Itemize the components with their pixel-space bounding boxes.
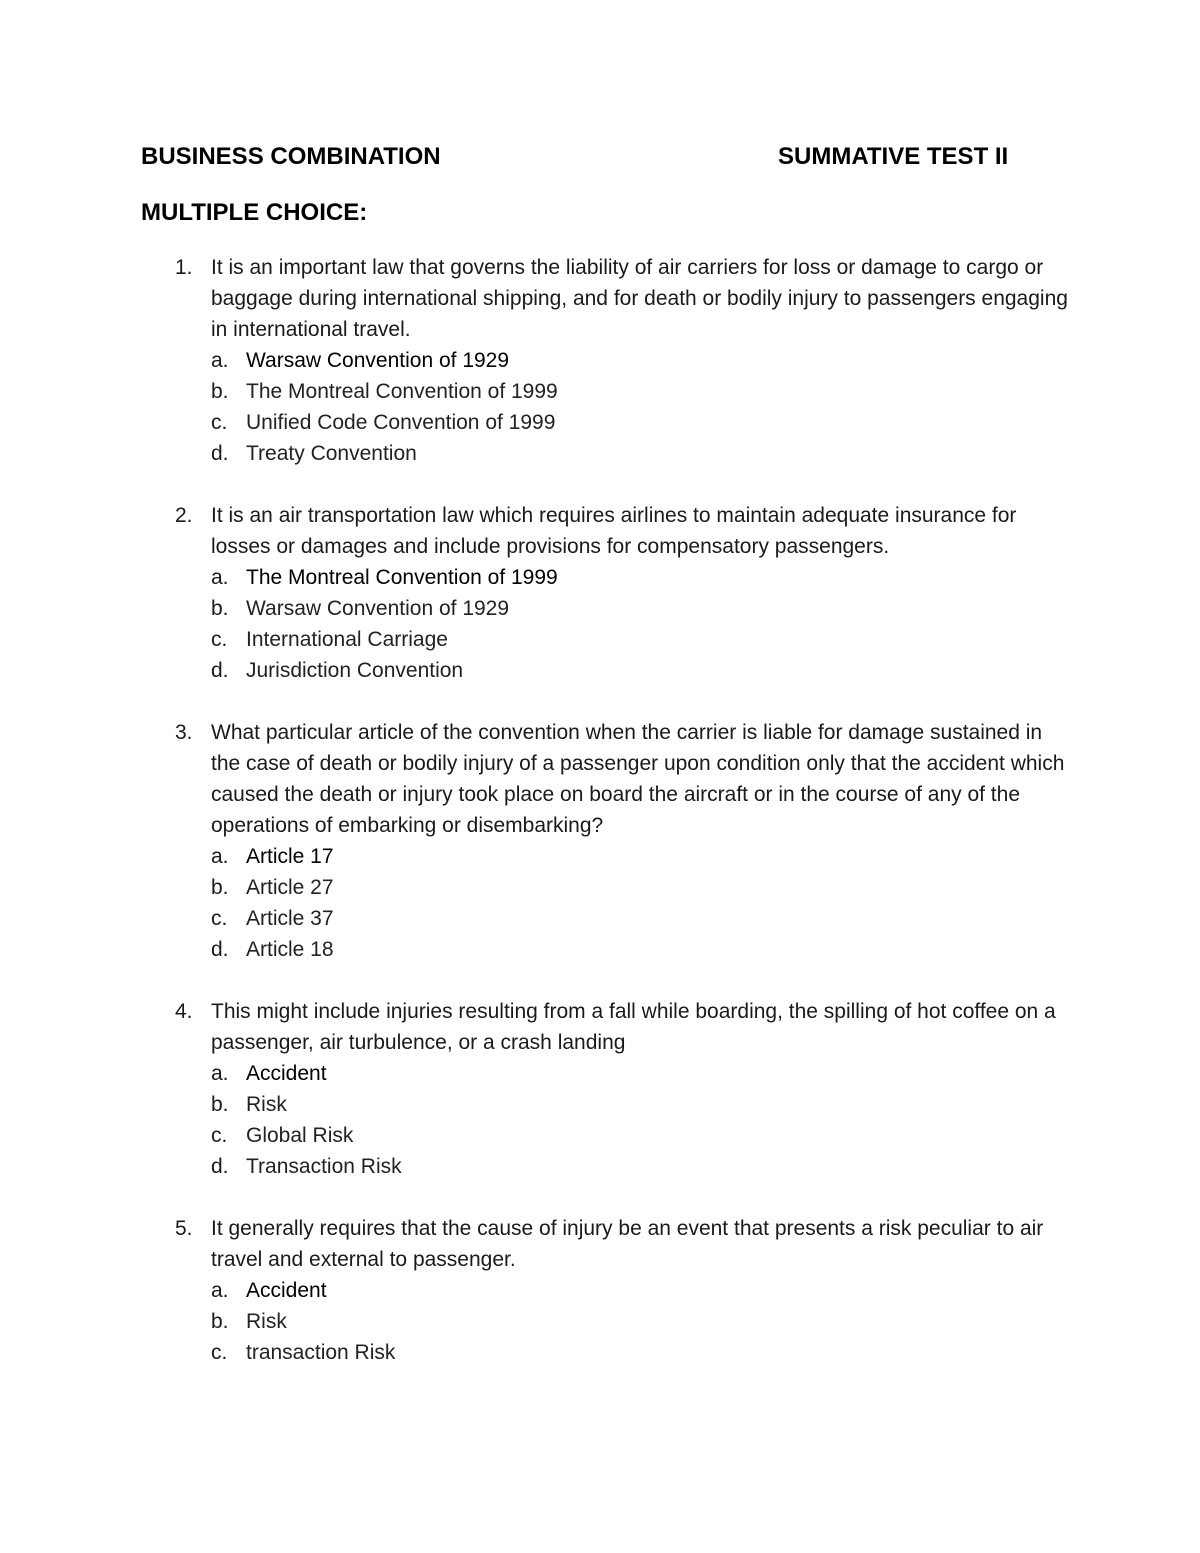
- choice-text: The Montreal Convention of 1999: [246, 566, 558, 589]
- choice-text: Article 17: [246, 845, 334, 868]
- choice-list: [211, 1058, 1070, 1182]
- choice-letter: c.: [211, 1124, 228, 1147]
- choice-text: Accident: [246, 1062, 327, 1085]
- choice-letter: d.: [211, 442, 229, 465]
- answer-choice: [211, 407, 1070, 438]
- choice-text: Risk: [246, 1093, 287, 1116]
- question-text: This might include injuries resulting from a fall while boarding, the spilling of hot coffee on a passenger, air turbulence, or a crash landing: [211, 1000, 1056, 1054]
- choice-text: Article 37: [246, 907, 334, 930]
- choice-text: Article 18: [246, 938, 334, 961]
- choice-letter: c.: [211, 907, 228, 930]
- choice-letter: c.: [211, 411, 228, 434]
- question-text: It is an air transportation law which requires airlines to maintain adequate insurance for losses or damages and include provisions for compensatory passengers.: [211, 504, 1017, 558]
- question-number: 2.: [175, 504, 193, 527]
- choice-text: Treaty Convention: [246, 442, 417, 465]
- choice-letter: b.: [211, 597, 229, 620]
- choice-text: Unified Code Convention of 1999: [246, 411, 556, 434]
- choice-letter: b.: [211, 1310, 229, 1333]
- choice-letter: d.: [211, 659, 229, 682]
- question-item: [0, 717, 1200, 965]
- choice-text: Warsaw Convention of 1929: [246, 349, 510, 372]
- choice-letter: d.: [211, 938, 229, 961]
- answer-choice: [211, 934, 1070, 965]
- section-title: MULTIPLE CHOICE:: [141, 199, 368, 226]
- answer-choice: [211, 345, 1070, 376]
- answer-choice: [211, 1306, 1070, 1337]
- question-item: [0, 996, 1200, 1182]
- choice-letter: a.: [211, 845, 229, 868]
- answer-choice: [211, 872, 1070, 903]
- document-header: [141, 143, 1041, 175]
- choice-letter: a.: [211, 566, 229, 589]
- answer-choice: [211, 655, 1070, 686]
- question-number: 1.: [175, 256, 193, 279]
- choice-list: [211, 345, 1070, 469]
- question-number: 3.: [175, 721, 193, 744]
- choice-text: Article 27: [246, 876, 334, 899]
- answer-choice: [211, 624, 1070, 655]
- question-text: What particular article of the convention when the carrier is liable for damage sustained in the case of death or bodily injury of a passenger upon condition only that the accident which caused the death or injury took place on board the aircraft or in the course of any of the operations of embarking or disembarking?: [211, 721, 1065, 837]
- test-title: SUMMATIVE TEST II: [778, 143, 1009, 170]
- question-item: [0, 1213, 1200, 1368]
- choice-letter: b.: [211, 380, 229, 403]
- answer-choice: [211, 593, 1070, 624]
- answer-choice: [211, 562, 1070, 593]
- choice-text: Warsaw Convention of 1929: [246, 597, 510, 620]
- question-number: 4.: [175, 1000, 193, 1023]
- choice-text: Risk: [246, 1310, 287, 1333]
- answer-choice: [211, 1058, 1070, 1089]
- choice-list: [211, 841, 1070, 965]
- choice-text: transaction Risk: [246, 1341, 396, 1364]
- choice-letter: b.: [211, 876, 229, 899]
- choice-letter: a.: [211, 1062, 229, 1085]
- answer-choice: [211, 1337, 1070, 1368]
- choice-text: Jurisdiction Convention: [246, 659, 464, 682]
- choice-letter: c.: [211, 1341, 228, 1364]
- answer-choice: [211, 1120, 1070, 1151]
- answer-choice: [211, 438, 1070, 469]
- answer-choice: [211, 903, 1070, 934]
- choice-list: [211, 562, 1070, 686]
- choice-letter: b.: [211, 1093, 229, 1116]
- choice-text: Global Risk: [246, 1124, 354, 1147]
- question-list: [0, 252, 1200, 1399]
- choice-text: The Montreal Convention of 1999: [246, 380, 558, 403]
- answer-choice: [211, 376, 1070, 407]
- answer-choice: [211, 1089, 1070, 1120]
- answer-choice: [211, 841, 1070, 872]
- choice-text: Transaction Risk: [246, 1155, 402, 1178]
- answer-choice: [211, 1275, 1070, 1306]
- question-item: [0, 500, 1200, 686]
- choice-list: [211, 1275, 1070, 1368]
- question-number: 5.: [175, 1217, 193, 1240]
- question-text: It generally requires that the cause of injury be an event that presents a risk peculiar to air travel and external to passenger.: [211, 1217, 1044, 1271]
- choice-letter: d.: [211, 1155, 229, 1178]
- answer-choice: [211, 1151, 1070, 1182]
- choice-letter: c.: [211, 628, 228, 651]
- choice-letter: a.: [211, 349, 229, 372]
- choice-text: International Carriage: [246, 628, 448, 651]
- course-title: BUSINESS COMBINATION: [141, 143, 441, 170]
- question-item: [0, 252, 1200, 469]
- choice-text: Accident: [246, 1279, 327, 1302]
- choice-letter: a.: [211, 1279, 229, 1302]
- question-text: It is an important law that governs the liability of air carriers for loss or damage to cargo or baggage during international shipping, and for death or bodily injury to passengers engaging in international travel.: [211, 256, 1068, 341]
